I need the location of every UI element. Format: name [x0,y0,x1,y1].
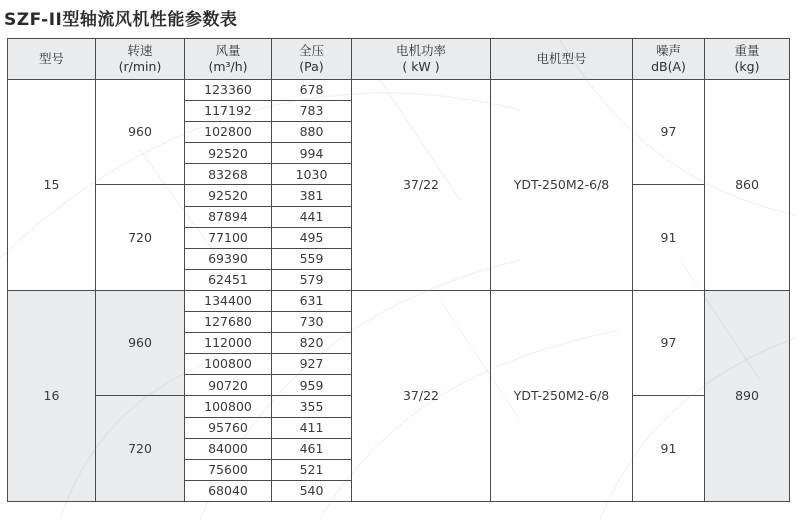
pressure-cell: 631 [272,290,352,311]
pressure-cell: 994 [272,143,352,164]
noise-cell: 91 [633,185,705,290]
speed-cell: 720 [96,396,185,501]
header-power: 电机功率 ( kW ) [352,39,491,80]
power-cell: 37/22 [352,290,491,501]
flow-cell: 69390 [185,248,272,269]
header-model: 型号 [8,39,96,80]
flow-cell: 102800 [185,122,272,143]
pressure-cell: 461 [272,438,352,459]
header-noise: 噪声 dB(A) [633,39,705,80]
speed-cell: 720 [96,185,185,290]
flow-cell: 117192 [185,101,272,122]
pressure-cell: 880 [272,122,352,143]
pressure-cell: 579 [272,269,352,290]
header-weight: 重量 (kg) [705,39,790,80]
flow-cell: 77100 [185,227,272,248]
noise-cell: 97 [633,290,705,395]
speed-cell: 960 [96,290,185,395]
header-flow: 风量 (m³/h) [185,39,272,80]
flow-cell: 90720 [185,375,272,396]
model-cell: 15 [8,80,96,291]
flow-cell: 84000 [185,438,272,459]
header-row [8,39,790,80]
pressure-cell: 1030 [272,164,352,185]
pressure-cell: 959 [272,375,352,396]
flow-cell: 127680 [185,312,272,333]
model-cell: 16 [8,290,96,501]
speed-cell: 960 [96,80,185,185]
flow-cell: 92520 [185,143,272,164]
pressure-cell: 820 [272,333,352,354]
table-row [8,290,790,311]
page-title: SZF-II型轴流风机性能参数表 [4,10,238,30]
pressure-cell: 730 [272,312,352,333]
flow-cell: 62451 [185,269,272,290]
performance-table [7,38,790,502]
flow-cell: 95760 [185,417,272,438]
pressure-cell: 381 [272,185,352,206]
pressure-cell: 355 [272,396,352,417]
flow-cell: 123360 [185,80,272,101]
motor-cell: YDT-250M2-6/8 [491,80,633,291]
motor-cell: YDT-250M2-6/8 [491,290,633,501]
pressure-cell: 540 [272,480,352,501]
flow-cell: 92520 [185,185,272,206]
flow-cell: 68040 [185,480,272,501]
flow-cell: 100800 [185,354,272,375]
power-cell: 37/22 [352,80,491,291]
pressure-cell: 495 [272,227,352,248]
noise-cell: 91 [633,396,705,501]
flow-cell: 134400 [185,290,272,311]
table-body [8,80,790,502]
flow-cell: 100800 [185,396,272,417]
pressure-cell: 927 [272,354,352,375]
weight-cell: 860 [705,80,790,291]
pressure-cell: 559 [272,248,352,269]
weight-cell: 890 [705,290,790,501]
flow-cell: 112000 [185,333,272,354]
pressure-cell: 411 [272,417,352,438]
pressure-cell: 521 [272,459,352,480]
header-motor: 电机型号 [491,39,633,80]
flow-cell: 75600 [185,459,272,480]
pressure-cell: 441 [272,206,352,227]
flow-cell: 87894 [185,206,272,227]
pressure-cell: 678 [272,80,352,101]
table-row [8,80,790,101]
header-speed: 转速 (r/min) [96,39,185,80]
flow-cell: 83268 [185,164,272,185]
header-pressure: 全压 (Pa) [272,39,352,80]
noise-cell: 97 [633,80,705,185]
pressure-cell: 783 [272,101,352,122]
